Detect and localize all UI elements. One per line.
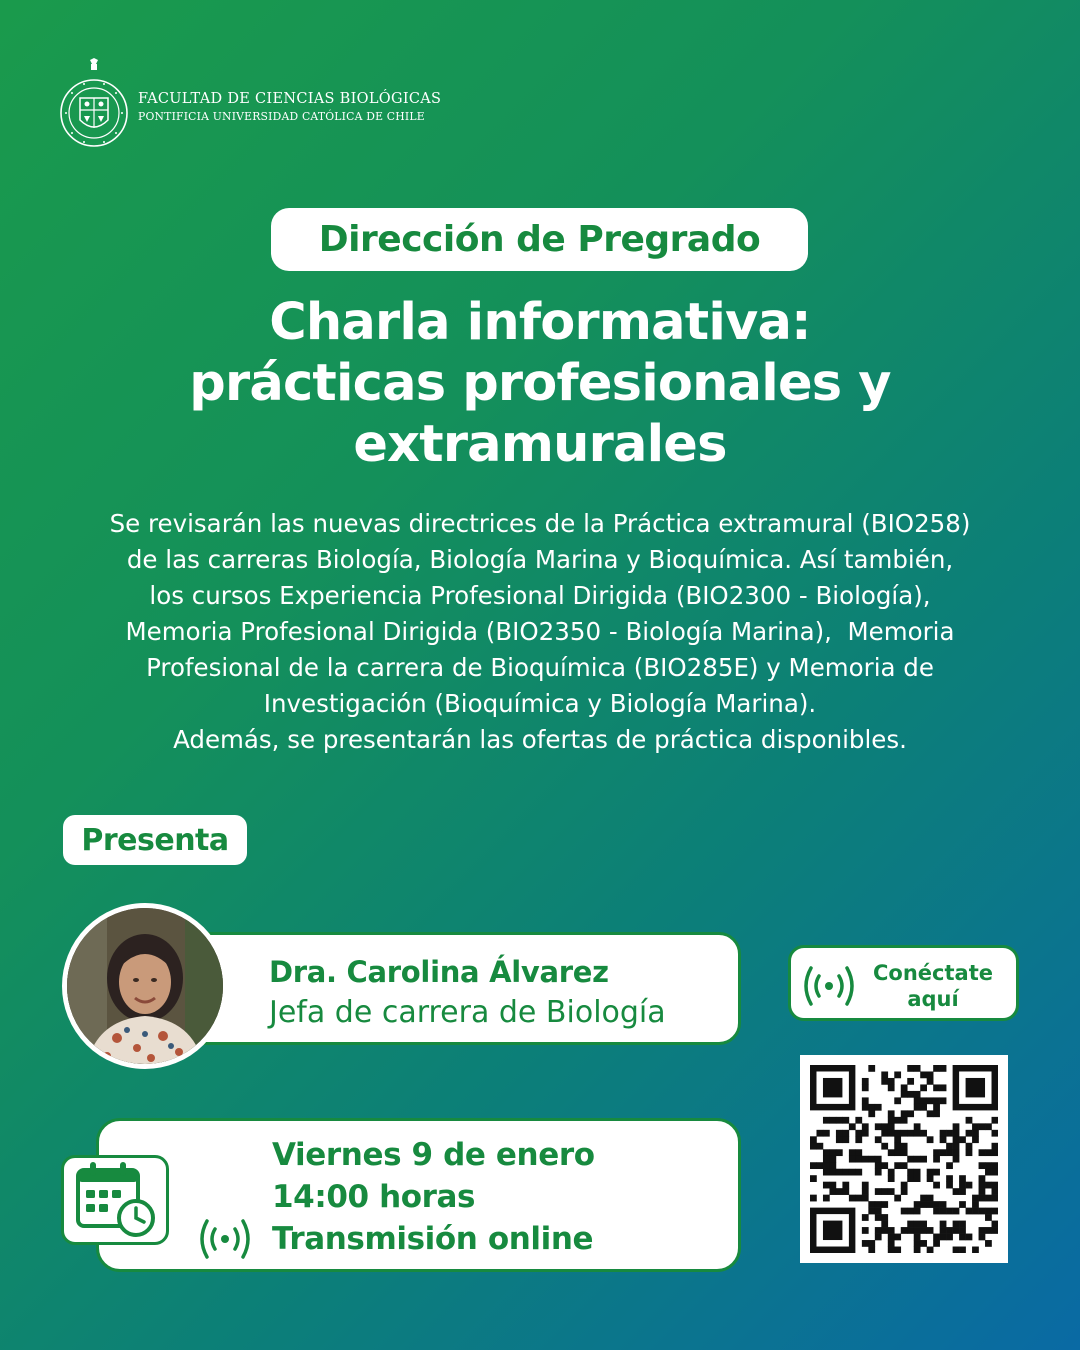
- event-mode: Transmisión online: [272, 1221, 594, 1257]
- speaker-portrait-icon: [67, 908, 223, 1064]
- event-details-card: [96, 1118, 741, 1272]
- connect-label-line-2: aquí: [907, 987, 959, 1011]
- broadcast-icon: [197, 1217, 253, 1261]
- speaker-card: [150, 932, 741, 1045]
- speaker-role: Jefa de carrera de Biología: [269, 995, 666, 1030]
- speaker-name: Dra. Carolina Álvarez: [269, 955, 609, 989]
- faculty-logo: [58, 58, 441, 156]
- description-line: Además, se presentarán las ofertas de práctica disponibles.: [173, 725, 907, 754]
- description-line: Se revisarán las nuevas directrices de la Práctica extramural (BIO258): [109, 509, 971, 538]
- title-line-1: Charla informativa:: [269, 293, 811, 352]
- description-line: Investigación (Bioquímica y Biología Marina).: [263, 689, 817, 718]
- event-title: [40, 292, 1040, 476]
- description-line: de las carreras Biología, Biología Marina y Bioquímica. Así también,: [126, 545, 954, 574]
- connect-label: [863, 960, 1003, 1012]
- description-line: Memoria Profesional Dirigida (BIO2350 - Biología Marina), Memoria: [125, 617, 955, 646]
- description-line: Profesional de la carrera de Bioquímica (BIO285E) y Memoria de: [146, 653, 934, 682]
- department-badge: Dirección de Pregrado: [271, 208, 808, 271]
- title-line-3: extramurales: [353, 415, 727, 475]
- presenta-badge: Presenta: [63, 815, 247, 865]
- calendar-clock-icon: [64, 1158, 166, 1242]
- calendar-icon-box: [61, 1155, 169, 1245]
- event-description: [30, 506, 1050, 758]
- broadcast-icon: [801, 964, 857, 1008]
- speaker-photo: [62, 903, 228, 1069]
- university-name: PONTIFICIA UNIVERSIDAD CATÓLICA DE CHILE: [138, 110, 425, 123]
- description-line: los cursos Experiencia Profesional Dirigida (BIO2300 - Biología),: [149, 581, 931, 610]
- university-seal-icon: [58, 58, 130, 156]
- qr-code[interactable]: [800, 1055, 1008, 1263]
- connect-button[interactable]: [788, 945, 1019, 1021]
- event-date: Viernes 9 de enero: [272, 1137, 595, 1173]
- event-time: 14:00 horas: [272, 1179, 476, 1215]
- connect-label-line-1: Conéctate: [873, 961, 993, 985]
- faculty-name: FACULTAD DE CIENCIAS BIOLÓGICAS: [138, 91, 442, 107]
- title-line-2: prácticas profesionales y: [189, 354, 891, 414]
- qr-code-icon: [810, 1065, 998, 1253]
